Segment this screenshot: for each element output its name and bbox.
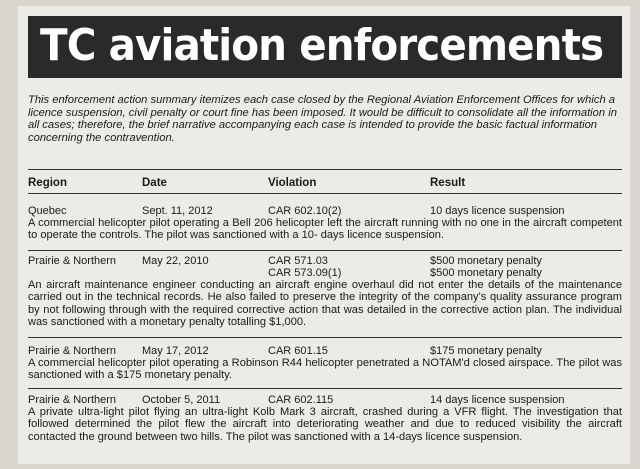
intro-paragraph: This enforcement action summary itemizes each case closed by the Regional Aviation Enforcement Offices for which a licence suspension, civil penalty or court fine has been imposed. It would be difficult to consolidate all the information in all cases; therefore, the brief narrative accompanying each case is intended to provide the basic factual information concerning the contravention. xyxy=(28,94,617,144)
case-violation: CAR 602.115 xyxy=(268,394,334,406)
case-result: $500 monetary penalty xyxy=(430,255,542,267)
case-narrative: An aircraft maintenance engineer conducting an aircraft engine overhaul did not enter the details of the maintenance carried out in the technical records. He also failed to preserve the integrity of the company's quality assurance program by not following through with the required corrective action that was detailed in the corrective action plan. The individual was sanctioned with a monetary penalty totalling $1,000. xyxy=(28,279,622,329)
case-violation: CAR 602.10(2) xyxy=(268,205,342,217)
case-narrative: A private ultra-light pilot flying an ultra-light Kolb Mark 3 aircraft, crashed during a VFR flight. The investigation that followed determined the pilot flew the aircraft into deteriorating weather and due to reduced visibility the aircraft contacted the ground between two hills. The pilot was sanctioned with a 14-days licence suspension. xyxy=(28,406,622,443)
newspaper-clipping xyxy=(18,6,630,464)
case-result: 10 days licence suspension xyxy=(430,205,565,217)
case-region: Prairie & Northern xyxy=(28,255,117,267)
title-banner xyxy=(28,16,622,78)
page-title: TC aviation enforcements xyxy=(40,20,604,71)
case-divider xyxy=(28,337,622,338)
case-result: 14 days licence suspension xyxy=(430,394,565,406)
column-header-region: Region xyxy=(28,177,67,189)
case-divider xyxy=(28,388,622,389)
case-divider xyxy=(28,250,622,251)
case-date: Sept. 11, 2012 xyxy=(142,205,213,217)
case-violation: CAR 601.15 xyxy=(268,345,328,357)
header-bottom-rule xyxy=(28,193,622,194)
case-result: $175 monetary penalty xyxy=(430,345,542,357)
case-narrative: A commercial helicopter pilot operating a Bell 206 helicopter left the aircraft running with no one in the aircraft competent to operate the controls. The pilot was sanctioned with a 10- days licence suspension. xyxy=(28,217,622,242)
column-header-violation: Violation xyxy=(268,177,317,189)
case-result: $500 monetary penalty xyxy=(430,267,542,279)
case-date: May 22, 2010 xyxy=(142,255,209,267)
column-header-result: Result xyxy=(430,177,466,189)
case-narrative: A commercial helicopter pilot operating a Robinson R44 helicopter penetrated a NOTAM'd closed airspace. The pilot was sanctioned with a $175 monetary penalty. xyxy=(28,357,622,382)
case-region: Prairie & Northern xyxy=(28,394,117,406)
column-header-date: Date xyxy=(142,177,167,189)
header-top-rule xyxy=(28,169,622,170)
case-region: Prairie & Northern xyxy=(28,345,117,357)
case-violation: CAR 573.09(1) xyxy=(268,267,342,279)
case-region: Quebec xyxy=(28,205,67,217)
case-date: October 5, 2011 xyxy=(142,394,221,406)
case-date: May 17, 2012 xyxy=(142,345,209,357)
case-violation: CAR 571.03 xyxy=(268,255,328,267)
